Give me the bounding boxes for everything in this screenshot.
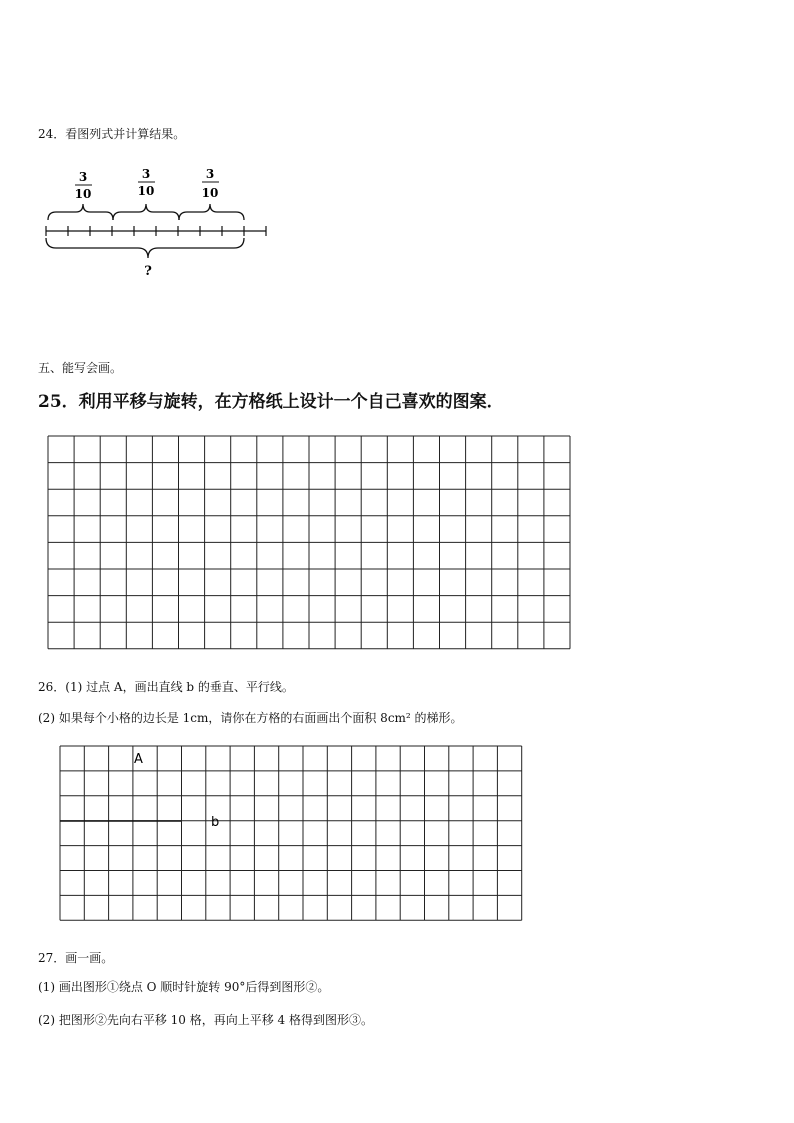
q24-fraction-3-den: 10	[201, 186, 219, 200]
q26-line-b-label: b	[211, 815, 220, 830]
section5-title: 五、能写会画。	[38, 361, 123, 375]
q26-point-a-label: A	[134, 752, 143, 767]
q24-fraction-3-num: 3	[205, 167, 215, 181]
q24-fraction-2-den: 10	[137, 184, 155, 198]
q27-line2: (2) 把图形②先向右平移 10 格，再向上平移 4 格得到图形③。	[38, 1013, 373, 1027]
q25-title: 25．利用平移与旋转，在方格纸上设计一个自己喜欢的图案．	[38, 392, 504, 412]
q27-title: 27．画一画。	[38, 951, 114, 965]
q24-fraction-2-num: 3	[141, 167, 151, 181]
q24-unknown-label: ?	[144, 264, 152, 279]
q24-fraction-1-den: 10	[74, 187, 92, 201]
q26-line2: (2) 如果每个小格的边长是 1cm，请你在方格的右面画出个面积 8cm² 的梯形。	[38, 711, 463, 725]
q26-line1: 26．(1) 过点 A，画出直线 b 的垂直、平行线。	[38, 680, 294, 694]
q24-fraction-1-num: 3	[78, 170, 88, 184]
q27-line1: (1) 画出图形①绕点 O 顺时针旋转 90°后得到图形②。	[38, 980, 330, 994]
q24-title: 24．看图列式并计算结果。	[38, 127, 186, 141]
